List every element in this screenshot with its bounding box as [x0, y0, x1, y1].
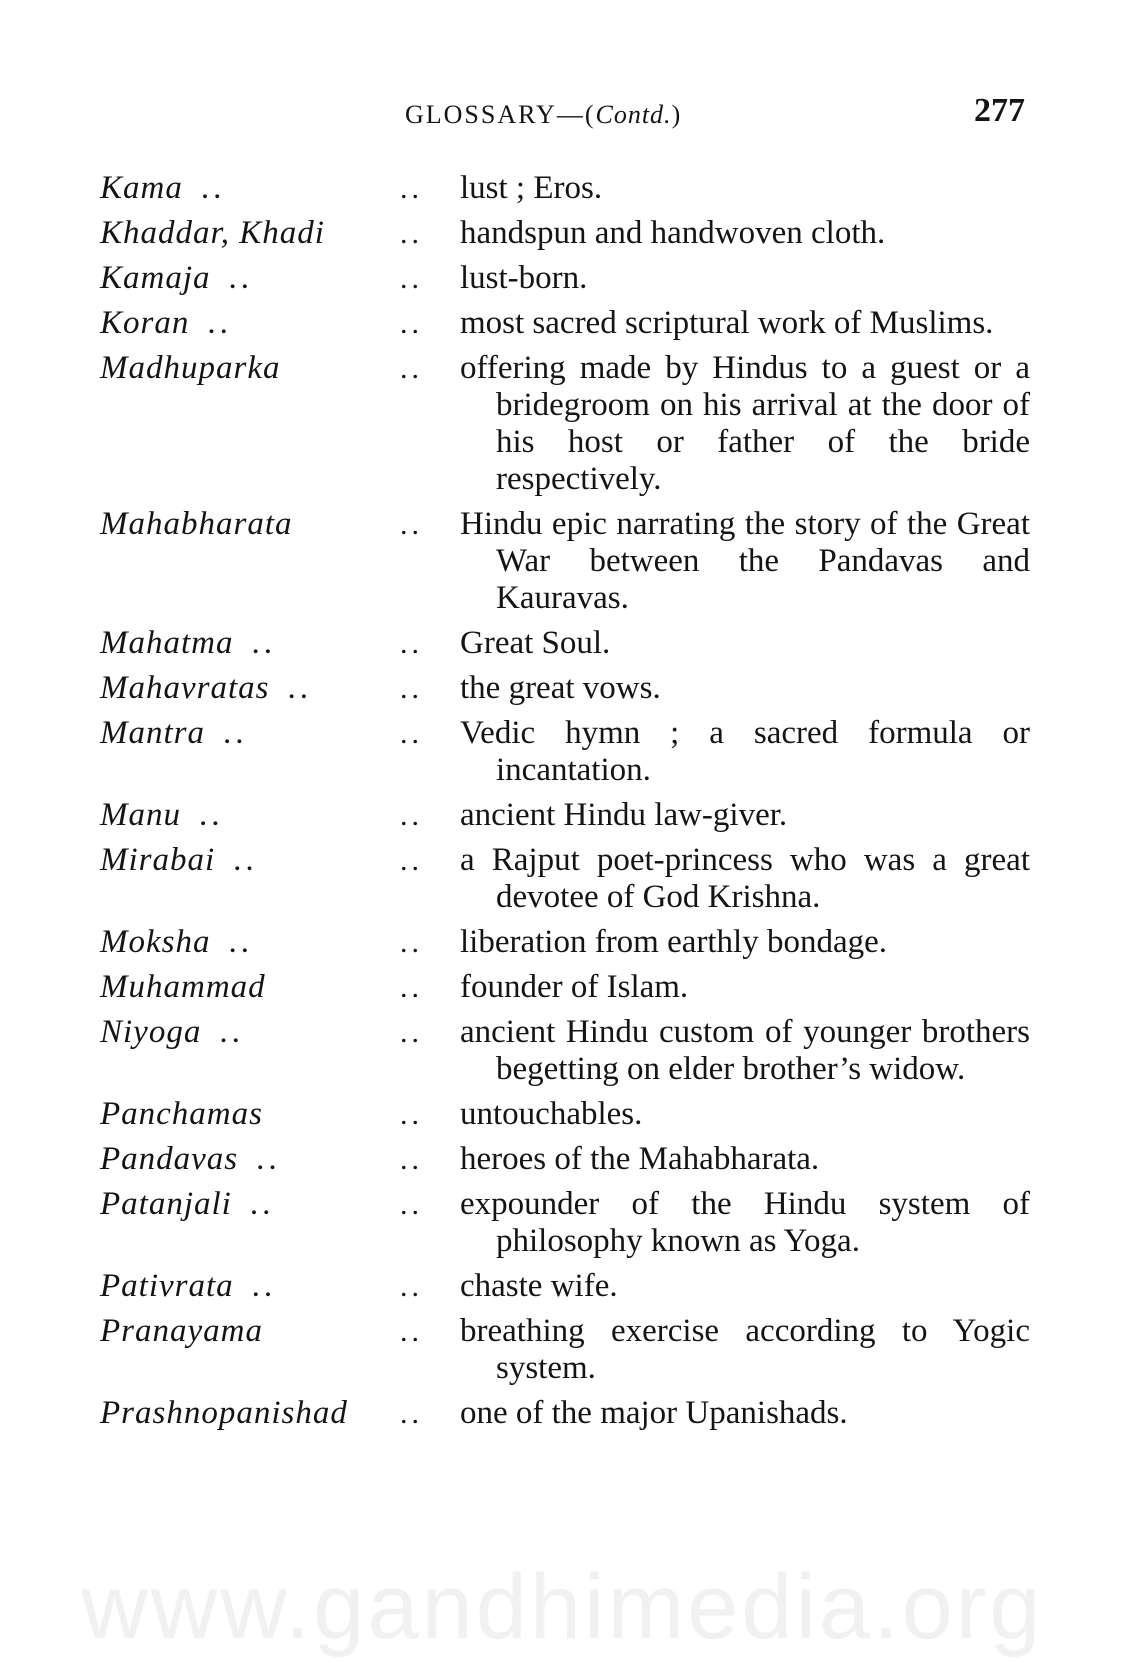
glossary-term [100, 170, 400, 207]
glossary-term-text: Pandavas [100, 1141, 239, 1177]
running-title-suffix: ) [671, 100, 682, 129]
glossary-term [100, 1268, 400, 1305]
glossary-entry [100, 797, 1030, 834]
glossary-term-text: Madhuparka [100, 350, 281, 386]
glossary-term-leader: .. [233, 842, 258, 878]
glossary-term-text: Mirabai [100, 842, 216, 878]
glossary-entry [100, 1268, 1030, 1305]
glossary-entry [100, 1141, 1030, 1178]
glossary-definition: ancient Hindu custom of younger brothers begetting on elder brother’s widow. [460, 1014, 1030, 1087]
glossary-term-text: Panchamas [100, 1096, 263, 1132]
glossary-term-leader: .. [251, 625, 276, 661]
glossary-definition: ancient Hindu law-giver. [460, 797, 788, 833]
glossary-term-text: Pranayama [100, 1313, 263, 1349]
glossary-definition: handspun and handwoven cloth. [460, 215, 886, 251]
glossary-definition: founder of Islam. [460, 969, 689, 1005]
glossary-separator: .. [400, 1397, 423, 1430]
glossary-term-text: Khaddar, Khadi [100, 215, 325, 251]
glossary-entry [100, 1014, 1030, 1088]
glossary-term [100, 1096, 400, 1133]
glossary-entry [100, 1096, 1030, 1133]
glossary-entry [100, 715, 1030, 789]
glossary-term-text: Muhammad [100, 969, 266, 1005]
glossary-term-text: Kama [100, 170, 183, 206]
glossary-definition: lust-born. [460, 260, 588, 296]
glossary-term-text: Patanjali [100, 1186, 232, 1222]
glossary-term [100, 670, 400, 707]
glossary-definition: chaste wife. [460, 1268, 618, 1304]
glossary-separator: .. [400, 1098, 423, 1131]
glossary-separator: .. [400, 1270, 423, 1303]
glossary-entry [100, 969, 1030, 1006]
glossary-term-text: Mahavratas [100, 670, 270, 706]
glossary-entry [100, 625, 1030, 662]
glossary-separator: .. [400, 1143, 423, 1176]
glossary-separator: .. [400, 1315, 423, 1348]
glossary-term-leader: .. [256, 1141, 281, 1177]
glossary-term [100, 215, 400, 252]
glossary-separator: .. [400, 307, 423, 340]
glossary-separator: .. [400, 627, 423, 660]
glossary-separator: .. [400, 172, 423, 205]
glossary-term-text: Niyoga [100, 1014, 202, 1050]
glossary-term-leader: .. [287, 670, 312, 706]
glossary-entry [100, 260, 1030, 297]
glossary-list [100, 170, 1030, 1440]
running-title [405, 100, 681, 130]
glossary-term [100, 350, 400, 387]
glossary-entry [100, 1313, 1030, 1387]
glossary-separator: .. [400, 508, 423, 541]
glossary-entry [100, 1395, 1030, 1432]
glossary-term-leader: .. [207, 305, 232, 341]
glossary-term [100, 260, 400, 297]
glossary-separator: .. [400, 1016, 423, 1049]
glossary-definition: one of the major Upanishads. [460, 1395, 848, 1431]
glossary-term-leader: .. [251, 1268, 277, 1304]
glossary-entry [100, 924, 1030, 961]
glossary-definition: Vedic hymn ; a sacred formula or incantation. [460, 715, 1030, 788]
glossary-entry [100, 506, 1030, 617]
glossary-term-text: Pativrata [100, 1268, 234, 1304]
page-number: 277 [974, 92, 1025, 129]
glossary-term [100, 842, 400, 879]
glossary-term-text: Moksha [100, 924, 211, 960]
glossary-definition: lust ; Eros. [460, 170, 603, 206]
glossary-definition: Great Soul. [460, 625, 611, 661]
glossary-term [100, 924, 400, 961]
running-title-prefix: GLOSSARY—( [405, 100, 596, 129]
glossary-definition: most sacred scriptural work of Muslims. [460, 305, 994, 341]
glossary-entry [100, 350, 1030, 498]
glossary-separator: .. [400, 217, 423, 250]
glossary-definition: liberation from earthly bondage. [460, 924, 888, 960]
glossary-term-text: Mahabharata [100, 506, 293, 542]
glossary-term [100, 1395, 400, 1432]
glossary-definition: Hindu epic narrating the story of the Great War between the Pandavas and Kauravas. [460, 506, 1030, 616]
glossary-separator: .. [400, 262, 423, 295]
glossary-term [100, 969, 400, 1006]
glossary-entry [100, 305, 1030, 342]
glossary-term [100, 305, 400, 342]
glossary-term-leader: .. [199, 797, 224, 833]
glossary-term [100, 797, 400, 834]
glossary-term-text: Prashnopanishad [100, 1395, 348, 1431]
glossary-term-text: Manu [100, 797, 181, 833]
glossary-term-leader: .. [223, 715, 248, 751]
glossary-entry [100, 670, 1030, 707]
glossary-entry [100, 215, 1030, 252]
glossary-separator: .. [400, 799, 423, 832]
glossary-term [100, 1313, 400, 1350]
glossary-separator: .. [400, 926, 423, 959]
glossary-term-text: Mantra [100, 715, 205, 751]
glossary-definition: untouchables. [460, 1096, 643, 1132]
glossary-definition: breathing exercise according to Yogic system. [460, 1313, 1030, 1386]
glossary-term [100, 1014, 400, 1051]
page-header [0, 90, 1125, 150]
glossary-definition: offering made by Hindus to a guest or a bridegroom on his arrival at the door of his host or father of the bride respectively. [460, 350, 1030, 497]
glossary-term-text: Mahatma [100, 625, 234, 661]
glossary-separator: .. [400, 971, 423, 1004]
running-title-italic: Contd. [595, 100, 672, 129]
glossary-term [100, 1141, 400, 1178]
glossary-term-leader: .. [228, 924, 253, 960]
glossary-definition: expounder of the Hindu system of philosophy known as Yoga. [460, 1186, 1030, 1259]
glossary-separator: .. [400, 1188, 423, 1221]
watermark: www.gandhimedia.org [81, 1556, 1044, 1658]
glossary-separator: .. [400, 844, 423, 877]
glossary-separator: .. [400, 717, 423, 750]
glossary-entry [100, 842, 1030, 916]
glossary-definition: the great vows. [460, 670, 661, 706]
glossary-term-text: Kamaja [100, 260, 211, 296]
glossary-term-text: Koran [100, 305, 190, 341]
glossary-term [100, 715, 400, 752]
glossary-term-leader: .. [219, 1014, 244, 1050]
glossary-term [100, 506, 400, 543]
glossary-term-leader: .. [249, 1186, 275, 1222]
glossary-term-leader: .. [200, 170, 226, 206]
glossary-definition: a Rajput poet-princess who was a great devotee of God Krishna. [460, 842, 1030, 915]
glossary-definition: heroes of the Mahabharata. [460, 1141, 820, 1177]
glossary-separator: .. [400, 352, 423, 385]
glossary-entry [100, 1186, 1030, 1260]
glossary-term-leader: .. [228, 260, 254, 296]
glossary-separator: .. [400, 672, 423, 705]
glossary-term [100, 625, 400, 662]
glossary-term [100, 1186, 400, 1223]
glossary-entry [100, 170, 1030, 207]
